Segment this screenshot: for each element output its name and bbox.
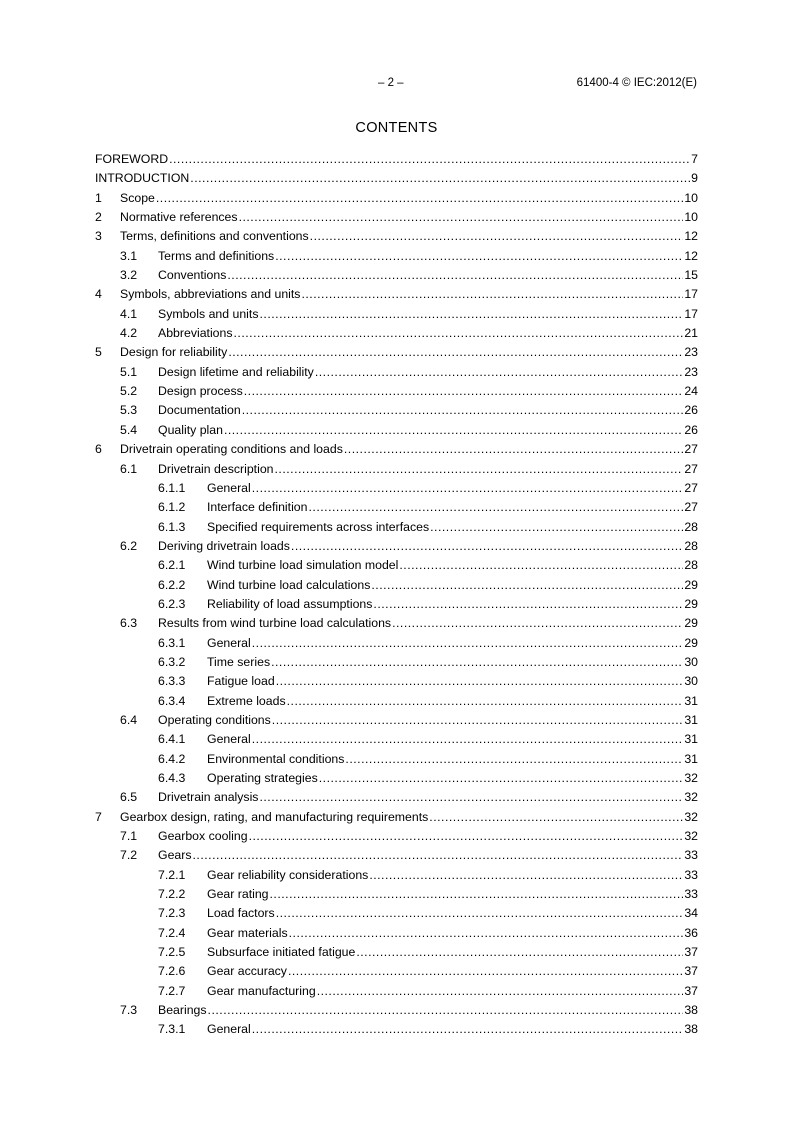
toc-entry-number: 5.3 xyxy=(120,403,138,418)
page-number: – 2 – xyxy=(378,77,404,89)
toc-entry-title: Operating conditions xyxy=(158,712,271,727)
toc-entry-number: 6.2.1 xyxy=(158,558,186,573)
toc-entry-number: 4 xyxy=(95,287,102,302)
toc-entry-title: Conventions xyxy=(158,268,227,283)
dot-leader xyxy=(319,769,684,788)
toc-entry-title: Design process xyxy=(158,384,243,399)
toc-entry-title: Results from wind turbine load calculations xyxy=(158,616,392,631)
dot-leader xyxy=(249,827,684,846)
dot-leader xyxy=(291,537,683,556)
toc-entry-number: 5.2 xyxy=(120,384,138,399)
toc-entry[interactable] xyxy=(95,556,698,575)
toc-entry-page: 27 xyxy=(684,461,698,476)
toc-entry-page: 30 xyxy=(684,674,698,689)
dot-leader xyxy=(288,962,683,981)
dot-leader xyxy=(429,808,683,827)
toc-entry-number: 3.1 xyxy=(120,248,138,263)
toc-entry[interactable] xyxy=(95,614,698,633)
toc-entry-page: 32 xyxy=(684,790,698,805)
dot-leader xyxy=(242,401,684,420)
dot-leader xyxy=(373,595,683,614)
toc-entry[interactable] xyxy=(95,479,698,498)
dot-leader xyxy=(371,576,683,595)
toc-entry-number: 7.1 xyxy=(120,829,138,844)
toc-entry-page: 33 xyxy=(684,887,698,902)
toc-entry-number: 6.3.1 xyxy=(158,635,186,650)
toc-entry-title: Drivetrain operating conditions and loads xyxy=(120,442,343,457)
toc-entry[interactable] xyxy=(95,305,698,324)
dot-leader xyxy=(276,904,684,923)
toc-entry[interactable] xyxy=(95,943,698,962)
toc-entry-page: 31 xyxy=(684,751,698,766)
dot-leader xyxy=(190,169,690,188)
toc-entry-number: 7 xyxy=(95,809,102,824)
toc-entry-title: INTRODUCTION xyxy=(95,171,190,186)
toc-entry[interactable] xyxy=(95,866,698,885)
toc-entry-page: 21 xyxy=(684,326,698,341)
toc-entry-title: Load factors xyxy=(207,906,275,921)
toc-entry-page: 28 xyxy=(684,538,698,553)
toc-entry-title: Abbreviations xyxy=(158,326,233,341)
toc-entry[interactable] xyxy=(95,692,698,711)
toc-entry[interactable] xyxy=(95,227,698,246)
dot-leader xyxy=(227,266,683,285)
toc-entry-number: 6 xyxy=(95,442,102,457)
dot-leader xyxy=(252,634,684,653)
dot-leader xyxy=(289,924,684,943)
toc-entry-number: 7.2.2 xyxy=(158,887,186,902)
toc-entry-number: 6.4.2 xyxy=(158,751,186,766)
toc-entry-number: 2 xyxy=(95,210,102,225)
dot-leader xyxy=(252,1020,684,1039)
toc-entry[interactable] xyxy=(95,653,698,672)
toc-entry[interactable] xyxy=(95,672,698,691)
toc-entry-number: 7.2.6 xyxy=(158,964,186,979)
toc-entry-title: Specified requirements across interfaces xyxy=(207,519,430,534)
toc-entry-title: Reliability of load assumptions xyxy=(207,596,373,611)
toc-entry-page: 29 xyxy=(684,616,698,631)
dot-leader xyxy=(270,885,684,904)
toc-entry[interactable] xyxy=(95,711,698,730)
toc-entry-number: 7.3 xyxy=(120,1003,138,1018)
toc-entry-number: 3.2 xyxy=(120,268,138,283)
dot-leader xyxy=(301,285,683,304)
dot-leader xyxy=(252,479,684,498)
toc-entry-page: 37 xyxy=(684,945,698,960)
dot-leader xyxy=(239,208,684,227)
toc-entry-page: 27 xyxy=(684,442,698,457)
toc-entry-number: 7.2.4 xyxy=(158,925,186,940)
toc-entry-page: 7 xyxy=(691,152,698,166)
toc-entry-number: 7.2.7 xyxy=(158,983,186,998)
dot-leader xyxy=(275,460,684,479)
dot-leader xyxy=(271,653,683,672)
toc-entry[interactable] xyxy=(95,247,698,266)
toc-entry-title: Operating strategies xyxy=(207,771,318,785)
dot-leader xyxy=(259,788,683,807)
toc-entry[interactable] xyxy=(95,189,698,208)
toc-entry[interactable] xyxy=(95,962,698,981)
toc-entry[interactable] xyxy=(95,537,698,556)
toc-entry-page: 33 xyxy=(684,848,698,863)
toc-entry[interactable] xyxy=(95,324,698,343)
toc-entry-number: 5.1 xyxy=(120,364,138,379)
toc-entry-number: 6.3.3 xyxy=(158,674,186,689)
toc-entry-page: 23 xyxy=(684,345,698,360)
toc-entry[interactable] xyxy=(95,498,698,517)
toc-entry[interactable] xyxy=(95,924,698,943)
toc-entry-title: Wind turbine load calculations xyxy=(207,577,371,592)
toc-entry[interactable] xyxy=(95,885,698,904)
toc-entry-page: 29 xyxy=(684,596,698,611)
toc-entry-title: Interface definition xyxy=(207,500,308,515)
toc-entry[interactable] xyxy=(95,595,698,614)
toc-entry-number: 7.2 xyxy=(120,848,138,863)
dot-leader xyxy=(208,1001,684,1020)
toc-entry-title: Bearings xyxy=(158,1003,207,1018)
toc-entry-number: 6.4 xyxy=(120,712,138,727)
toc-entry-page: 38 xyxy=(684,1022,698,1037)
toc-entry-page: 15 xyxy=(684,268,698,283)
dot-leader xyxy=(309,498,684,517)
toc-entry-number: 6.1.2 xyxy=(158,500,186,515)
dot-leader xyxy=(259,305,683,324)
toc-entry-title: Fatigue load xyxy=(207,674,275,689)
toc-entry-title: Design for reliability xyxy=(120,345,228,360)
toc-entry[interactable] xyxy=(95,788,698,807)
toc-entry-page: 31 xyxy=(684,693,698,708)
toc-entry-page: 28 xyxy=(684,519,698,534)
toc-entry-title: Gears xyxy=(158,848,192,863)
toc-entry-page: 9 xyxy=(691,171,698,186)
toc-entry-title: Terms, definitions and conventions xyxy=(120,229,309,244)
toc-entry-number: 6.1.1 xyxy=(158,480,186,495)
toc-entry-number: 6.5 xyxy=(120,790,138,805)
dot-leader xyxy=(272,711,684,730)
dot-leader xyxy=(399,556,683,575)
dot-leader xyxy=(392,614,683,633)
dot-leader xyxy=(317,982,684,1001)
toc-entry-page: 17 xyxy=(684,306,698,321)
dot-leader xyxy=(252,730,684,749)
toc-entry-title: General xyxy=(207,1022,251,1037)
toc-entry-title: Drivetrain analysis xyxy=(158,790,259,805)
dot-leader xyxy=(275,247,683,266)
toc-entry[interactable] xyxy=(95,285,698,304)
toc-entry-number: 4.1 xyxy=(120,306,138,321)
toc-entry-number: 7.2.5 xyxy=(158,945,186,960)
toc-entry[interactable] xyxy=(95,634,698,653)
toc-entry-number: 7.2.1 xyxy=(158,867,186,882)
toc-entry[interactable] xyxy=(95,169,698,188)
toc-entry[interactable] xyxy=(95,1001,698,1020)
toc-entry-title: Gear materials xyxy=(207,925,288,940)
toc-entry[interactable] xyxy=(95,208,698,227)
dot-leader xyxy=(430,518,683,537)
toc-entry-page: 29 xyxy=(684,635,698,650)
toc-entry-title: Gear manufacturing xyxy=(207,983,316,998)
dot-leader xyxy=(356,943,683,962)
toc-entry-number: 6.3.4 xyxy=(158,693,186,708)
toc-entry[interactable] xyxy=(95,846,698,865)
toc-entry-title: Drivetrain description xyxy=(158,461,274,476)
toc-entry[interactable] xyxy=(95,730,698,749)
toc-entry-page: 26 xyxy=(684,422,698,437)
toc-entry-number: 7.2.3 xyxy=(158,906,186,921)
toc-entry[interactable] xyxy=(95,827,698,846)
toc-entry-page: 23 xyxy=(684,364,698,379)
toc-entry-page: 31 xyxy=(684,712,698,727)
dot-leader xyxy=(315,363,683,382)
toc-entry[interactable] xyxy=(95,343,698,362)
toc-entry-page: 26 xyxy=(684,403,698,418)
dot-leader xyxy=(345,750,683,769)
toc-entry-title: Time series xyxy=(207,654,271,669)
toc-entry-page: 27 xyxy=(684,500,698,515)
toc-entry-number: 5 xyxy=(95,345,102,360)
toc-entry-title: Extreme loads xyxy=(207,693,286,708)
dot-leader xyxy=(276,672,684,691)
toc-entry-title: Scope xyxy=(120,190,155,205)
toc-entry-title: Symbols, abbreviations and units xyxy=(120,287,301,302)
toc-entry-page: 10 xyxy=(684,190,698,205)
toc-entry-page: 12 xyxy=(684,229,698,244)
toc-entry-page: 27 xyxy=(684,480,698,495)
dot-leader xyxy=(287,692,684,711)
toc-entry[interactable] xyxy=(95,401,698,420)
toc-entry[interactable] xyxy=(95,150,698,169)
toc-entry-page: 34 xyxy=(684,906,698,921)
toc-entry-title: General xyxy=(207,732,251,747)
toc-entry-title: General xyxy=(207,635,251,650)
toc-entry-page: 32 xyxy=(684,829,698,844)
toc-entry-number: 7.3.1 xyxy=(158,1022,186,1037)
dot-leader xyxy=(344,440,683,459)
toc-entry-number: 6.4.1 xyxy=(158,732,186,747)
toc-entry-number: 3 xyxy=(95,229,102,244)
toc-entry-title: Design lifetime and reliability xyxy=(158,364,314,379)
toc-entry-number: 6.2.3 xyxy=(158,596,186,611)
toc-entry-title: Gearbox design, rating, and manufacturing requirements xyxy=(120,809,429,824)
dot-leader xyxy=(224,421,683,440)
toc-entry-title: Gear rating xyxy=(207,887,269,902)
toc-entry-page: 30 xyxy=(684,654,698,669)
toc-entry-title: Environmental conditions xyxy=(207,751,345,766)
dot-leader xyxy=(169,150,690,169)
toc-entry[interactable] xyxy=(95,421,698,440)
toc-entry-title: Gear accuracy xyxy=(207,964,287,979)
toc-entry-page: 32 xyxy=(684,809,698,824)
dot-leader xyxy=(156,189,683,208)
toc-entry-title: Quality plan xyxy=(158,422,223,437)
toc-entry-title: Symbols and units xyxy=(158,306,259,321)
toc-entry-number: 6.2 xyxy=(120,538,138,553)
toc-entry-number: 6.3.2 xyxy=(158,654,186,669)
toc-entry-page: 31 xyxy=(684,732,698,747)
toc-entry[interactable] xyxy=(95,1020,698,1039)
toc-entry[interactable] xyxy=(95,982,698,1001)
toc-entry-title: Subsurface initiated fatigue xyxy=(207,945,356,960)
toc-entry-number: 6.1 xyxy=(120,461,138,476)
toc-entry[interactable] xyxy=(95,769,698,788)
toc-entry-number: 6.4.3 xyxy=(158,771,186,785)
toc-entry[interactable] xyxy=(95,382,698,401)
toc-entry-title: Gear reliability considerations xyxy=(207,867,369,882)
toc-entry-number: 4.2 xyxy=(120,326,138,341)
toc-entry[interactable] xyxy=(95,460,698,479)
dot-leader xyxy=(228,343,683,362)
toc-entry[interactable] xyxy=(95,518,698,537)
toc-entry-page: 28 xyxy=(684,558,698,573)
toc-entry[interactable] xyxy=(95,440,698,459)
dot-leader xyxy=(193,846,684,865)
toc-entry-page: 17 xyxy=(684,287,698,302)
toc-entry-title: Deriving drivetrain loads xyxy=(158,538,290,553)
toc-entry-page: 12 xyxy=(684,248,698,263)
toc-entry[interactable] xyxy=(95,808,698,827)
toc-entry-number: 6.3 xyxy=(120,616,138,631)
toc-entry[interactable] xyxy=(95,363,698,382)
toc-entry-page: 29 xyxy=(684,577,698,592)
toc-entry-page: 38 xyxy=(684,1003,698,1018)
toc-entry-page: 33 xyxy=(684,867,698,882)
toc-entry-title: Wind turbine load simulation model xyxy=(207,558,399,573)
toc-entry-page: 10 xyxy=(684,210,698,225)
toc-entry-page: 24 xyxy=(684,384,698,399)
toc-entry-page: 32 xyxy=(684,771,698,785)
toc-entry-title: Documentation xyxy=(158,403,241,418)
standard-reference: 61400-4 © IEC:2012(E) xyxy=(576,77,697,89)
toc-entry-number: 1 xyxy=(95,190,102,205)
toc-entry-number: 5.4 xyxy=(120,422,138,437)
toc-entry-number: 6.2.2 xyxy=(158,577,186,592)
toc-entry-page: 37 xyxy=(684,983,698,998)
dot-leader xyxy=(234,324,684,343)
toc-entry-page: 37 xyxy=(684,964,698,979)
page-title: CONTENTS xyxy=(355,120,438,136)
toc-entry-title: Terms and definitions xyxy=(158,248,275,263)
toc-entry-title: Gearbox cooling xyxy=(158,829,248,844)
toc-entry-number: 6.1.3 xyxy=(158,519,186,534)
toc-entry[interactable] xyxy=(95,576,698,595)
dot-leader xyxy=(244,382,684,401)
dot-leader xyxy=(310,227,684,246)
toc-entry[interactable] xyxy=(95,750,698,769)
dot-leader xyxy=(369,866,683,885)
toc-entry-title: General xyxy=(207,480,251,495)
toc-entry-title: FOREWORD xyxy=(95,152,169,166)
toc-entry-page: 36 xyxy=(684,925,698,940)
table-of-contents xyxy=(95,150,698,1040)
toc-entry-title: Normative references xyxy=(120,210,238,225)
toc-entry[interactable] xyxy=(95,266,698,285)
toc-entry[interactable] xyxy=(95,904,698,923)
